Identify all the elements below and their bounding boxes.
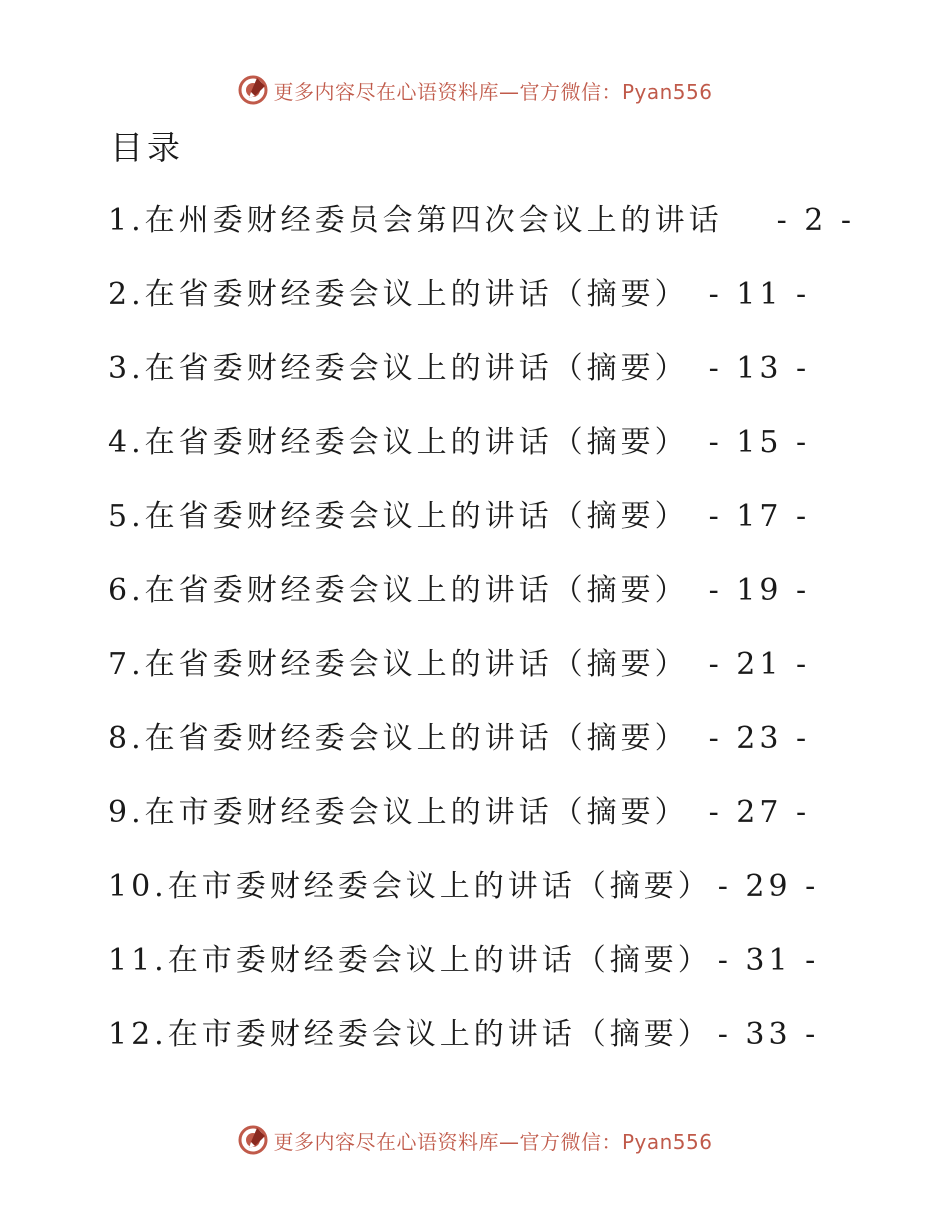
toc-entry-page: - 31 -	[717, 943, 820, 978]
toc-title: 目录	[110, 128, 184, 167]
toc-entry-label: 9.在市委财经委会议上的讲话（摘要）	[108, 795, 689, 830]
toc-entry[interactable]	[108, 344, 855, 418]
toc-entry-page: - 2 -	[776, 203, 856, 238]
toc-entry[interactable]	[108, 714, 855, 788]
toc-entry-label: 3.在省委财经委会议上的讲话（摘要）	[108, 351, 689, 386]
toc-entry-label: 11.在市委财经委会议上的讲话（摘要）	[108, 943, 712, 978]
toc-entry[interactable]	[108, 492, 855, 566]
toc-entry[interactable]	[108, 788, 855, 862]
toc-entry-page: - 13 -	[708, 351, 811, 386]
toc-entry[interactable]	[108, 862, 855, 936]
toc-entry-label: 2.在省委财经委会议上的讲话（摘要）	[108, 277, 689, 312]
toc-entry[interactable]	[108, 1010, 855, 1084]
toc-entry-page: - 17 -	[708, 499, 811, 534]
toc-entry-page: - 11 -	[708, 277, 811, 312]
footer-banner	[0, 1120, 950, 1160]
fountain-pen-logo-icon	[237, 1124, 269, 1156]
toc-entry-page: - 33 -	[717, 1017, 820, 1052]
toc-entry-label: 5.在省委财经委会议上的讲话（摘要）	[108, 499, 689, 534]
fountain-pen-logo-icon	[237, 74, 269, 106]
toc-entry-label: 7.在省委财经委会议上的讲话（摘要）	[108, 647, 689, 682]
toc-entry-label: 6.在省委财经委会议上的讲话（摘要）	[108, 573, 689, 608]
toc-entry[interactable]	[108, 418, 855, 492]
toc-entry-label: 10.在市委财经委会议上的讲话（摘要）	[108, 869, 712, 904]
toc-entry-page: - 29 -	[717, 869, 820, 904]
toc-entry-page: - 27 -	[708, 795, 811, 830]
toc-entry-page: - 21 -	[708, 647, 811, 682]
toc-entry-label: 8.在省委财经委会议上的讲话（摘要）	[108, 721, 689, 756]
header-banner	[0, 70, 950, 110]
table-of-contents	[108, 196, 855, 1084]
toc-entry-page: - 15 -	[708, 425, 811, 460]
toc-entry[interactable]	[108, 270, 855, 344]
toc-entry-label: 12.在市委财经委会议上的讲话（摘要）	[108, 1017, 712, 1052]
toc-entry-label: 1.在州委财经委员会第四次会议上的讲话	[108, 203, 723, 238]
toc-entry[interactable]	[108, 196, 855, 270]
toc-entry[interactable]	[108, 566, 855, 640]
toc-entry-page: - 19 -	[708, 573, 811, 608]
toc-entry[interactable]	[108, 936, 855, 1010]
toc-entry-label: 4.在省委财经委会议上的讲话（摘要）	[108, 425, 689, 460]
footer-banner-text: 更多内容尽在心语资料库—官方微信：Pyan556	[273, 1129, 713, 1154]
header-banner-text: 更多内容尽在心语资料库—官方微信：Pyan556	[273, 79, 713, 104]
toc-entry[interactable]	[108, 640, 855, 714]
toc-entry-page: - 23 -	[708, 721, 811, 756]
